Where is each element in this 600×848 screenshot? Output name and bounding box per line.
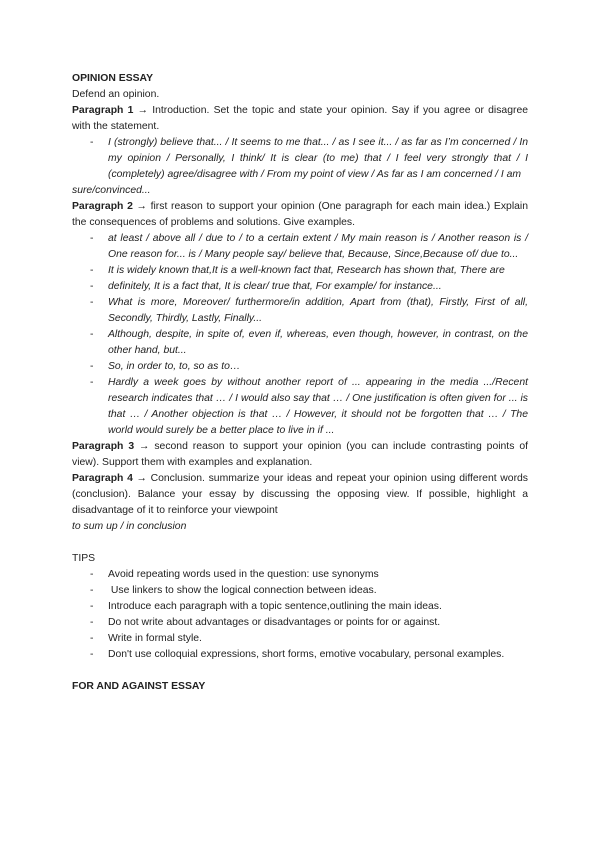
paragraph-3-text: second reason to support your opinion (you can include contrasting points of view). Support them with examples and explanation. bbox=[72, 441, 528, 468]
list-item: - definitely, It is a fact that, It is clear/ true that, For example/ for instance... bbox=[72, 279, 528, 295]
list-item: - Although, despite, in spite of, even if, whereas, even though, however, in contrast, on the other hand, but... bbox=[72, 327, 528, 359]
list-item: - Write in formal style. bbox=[72, 631, 528, 647]
spacer bbox=[72, 663, 528, 679]
paragraph-1-trailing: sure/convinced... bbox=[72, 185, 151, 196]
paragraph-4-label: Paragraph 4 → bbox=[72, 473, 147, 484]
paragraph-2-text: first reason to support your opinion (One paragraph for each main idea.) Explain the consequences of problems and solutions. Give examples. bbox=[72, 201, 528, 228]
list-item: - at least / above all / due to / to a certain extent / My main reason is / Another reason is / One reason for... is / Many people say/ believe that, Because, Since,Because of/ due to... bbox=[72, 231, 528, 263]
list-item: - What is more, Moreover/ furthermore/in addition, Apart from (that), Firstly, First of all, Secondly, Thirdly, Lastly, Finally... bbox=[72, 295, 528, 327]
for-against-essay-heading: FOR AND AGAINST ESSAY bbox=[72, 681, 206, 692]
opinion-essay-heading: OPINION ESSAY bbox=[72, 73, 154, 84]
paragraph-4-description bbox=[72, 471, 528, 519]
list-item: - Hardly a week goes by without another report of ... appearing in the media .../Recent research indicates that … / I would also say that … / One justification is often given for ... is that … / Another objection is that … / However, it should not be forgotten that … / The world would surely be a better place to live in if ... bbox=[72, 375, 528, 439]
tips-heading: TIPS bbox=[72, 553, 96, 564]
list-item: - I (strongly) believe that... / It seems to me that... / as I see it... / as far as I’m concerned / In my opinion / Personally, I think/ It is clear (to me) that / I feel very strongly that / I (completely) agree/disagree with / From my point of view / As far as I am concerned / I am bbox=[72, 135, 528, 183]
paragraph-4-text: Conclusion. summarize your ideas and repeat your opinion using different words (conclusion). Balance your essay by discussing the opposing view. If possible, highlight a disadvantage of it to reinforce your viewpoint bbox=[72, 473, 529, 516]
list-item: - Introduce each paragraph with a topic sentence,outlining the main ideas. bbox=[72, 599, 528, 615]
list-item: - Do not write about advantages or disadvantages or points for or against. bbox=[72, 615, 528, 631]
paragraph-3-label: Paragraph 3 → bbox=[72, 441, 150, 452]
paragraph-1-description bbox=[72, 103, 528, 135]
opinion-essay-intro: Defend an opinion. bbox=[72, 89, 160, 100]
paragraph-2-description bbox=[72, 199, 528, 231]
paragraph-2-label: Paragraph 2 → bbox=[72, 201, 147, 212]
list-item: - Don't use colloquial expressions, short forms, emotive vocabulary, personal examples. bbox=[72, 647, 528, 663]
document-body bbox=[72, 71, 528, 695]
list-item: - Avoid repeating words used in the question: use synonyms bbox=[72, 567, 528, 583]
list-item: - So, in order to, to, so as to… bbox=[72, 359, 528, 375]
list-item: - Use linkers to show the logical connection between ideas. bbox=[72, 583, 528, 599]
paragraph-1-text: Introduction. Set the topic and state your opinion. Say if you agree or disagree with the statement. bbox=[72, 105, 529, 132]
list-item: - It is widely known that,It is a well-known fact that, Research has shown that, There are bbox=[72, 263, 528, 279]
paragraph-3-description bbox=[72, 439, 528, 471]
paragraph-1-label: Paragraph 1 → bbox=[72, 105, 148, 116]
paragraph-4-phrase: to sum up / in conclusion bbox=[72, 521, 187, 532]
paragraph-1-phrase-list bbox=[72, 135, 528, 183]
paragraph-2-phrase-list bbox=[72, 231, 528, 439]
spacer bbox=[72, 535, 528, 551]
tips-list bbox=[72, 567, 528, 663]
